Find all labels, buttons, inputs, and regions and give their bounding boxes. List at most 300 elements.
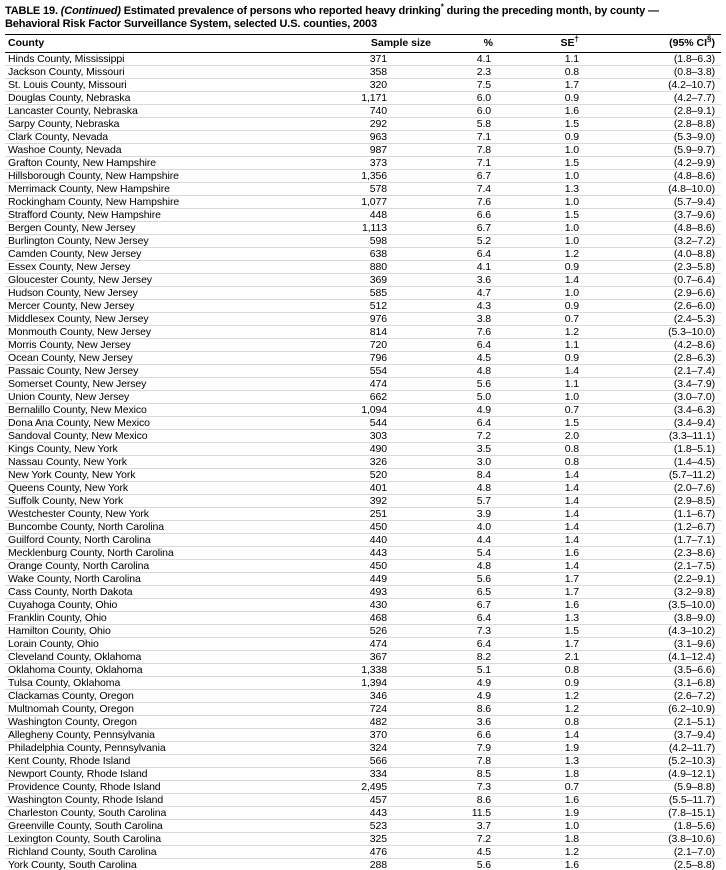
table-row: [5, 573, 721, 586]
column-header-percent: %: [431, 35, 493, 53]
table-row: [5, 248, 721, 261]
table-row: [5, 339, 721, 352]
county-cell: Charleston County, South Carolina: [5, 807, 326, 820]
sample-size-cell: 520: [326, 469, 431, 482]
ci-cell: (2.3–5.8): [581, 261, 721, 274]
county-cell: Merrimack County, New Hampshire: [5, 183, 326, 196]
county-cell: York County, South Carolina: [5, 859, 326, 870]
ci-cell: (5.7–9.4): [581, 196, 721, 209]
ci-cell: (2.6–7.2): [581, 690, 721, 703]
se-cell: 1.7: [493, 79, 581, 92]
se-cell: 1.3: [493, 755, 581, 768]
table-row: [5, 677, 721, 690]
percent-cell: 3.6: [431, 274, 493, 287]
se-cell: 1.1: [493, 378, 581, 391]
percent-cell: 3.5: [431, 443, 493, 456]
table-row: [5, 170, 721, 183]
percent-cell: 8.6: [431, 703, 493, 716]
table-row: [5, 469, 721, 482]
ci-cell: (3.5–6.6): [581, 664, 721, 677]
percent-cell: 6.7: [431, 222, 493, 235]
sample-size-cell: 814: [326, 326, 431, 339]
table-row: [5, 391, 721, 404]
county-cell: Lexington County, South Carolina: [5, 833, 326, 846]
ci-cell: (3.1–9.6): [581, 638, 721, 651]
se-cell: 1.2: [493, 846, 581, 859]
sample-size-cell: 457: [326, 794, 431, 807]
ci-cell: (5.9–8.8): [581, 781, 721, 794]
se-cell: 1.0: [493, 235, 581, 248]
ci-cell: (2.8–8.8): [581, 118, 721, 131]
table-row: [5, 105, 721, 118]
se-cell: 0.9: [493, 261, 581, 274]
county-cell: Morris County, New Jersey: [5, 339, 326, 352]
percent-cell: 6.6: [431, 729, 493, 742]
percent-cell: 7.2: [431, 833, 493, 846]
table-row: [5, 261, 721, 274]
county-cell: Passaic County, New Jersey: [5, 365, 326, 378]
percent-cell: 6.4: [431, 638, 493, 651]
table-row: [5, 521, 721, 534]
ci-cell: (2.0–7.6): [581, 482, 721, 495]
se-cell: 1.1: [493, 53, 581, 66]
ci-cell: (1.8–5.6): [581, 820, 721, 833]
ci-cell: (4.2–10.7): [581, 79, 721, 92]
county-cell: Mercer County, New Jersey: [5, 300, 326, 313]
county-cell: Richland County, South Carolina: [5, 846, 326, 859]
percent-cell: 7.8: [431, 755, 493, 768]
table-row: [5, 846, 721, 859]
sample-size-cell: 523: [326, 820, 431, 833]
table-row: [5, 833, 721, 846]
ci-cell: (1.4–4.5): [581, 456, 721, 469]
se-cell: 0.8: [493, 716, 581, 729]
county-cell: Union County, New Jersey: [5, 391, 326, 404]
ci-cell: (2.8–9.1): [581, 105, 721, 118]
se-cell: 0.9: [493, 677, 581, 690]
table-row: [5, 534, 721, 547]
percent-cell: 4.7: [431, 287, 493, 300]
sample-size-cell: 585: [326, 287, 431, 300]
sample-size-cell: 2,495: [326, 781, 431, 794]
county-cell: Sandoval County, New Mexico: [5, 430, 326, 443]
se-cell: 1.6: [493, 599, 581, 612]
table-row: [5, 612, 721, 625]
percent-cell: 8.6: [431, 794, 493, 807]
ci-cell: (1.7–7.1): [581, 534, 721, 547]
county-cell: Cuyahoga County, Ohio: [5, 599, 326, 612]
county-cell: Essex County, New Jersey: [5, 261, 326, 274]
table-row: [5, 209, 721, 222]
se-cell: 1.0: [493, 820, 581, 833]
sample-size-cell: 976: [326, 313, 431, 326]
percent-cell: 7.6: [431, 326, 493, 339]
county-cell: Hillsborough County, New Hampshire: [5, 170, 326, 183]
county-cell: Bernalillo County, New Mexico: [5, 404, 326, 417]
county-cell: Clark County, Nevada: [5, 131, 326, 144]
county-cell: Washington County, Rhode Island: [5, 794, 326, 807]
table-row: [5, 638, 721, 651]
county-cell: Tulsa County, Oklahoma: [5, 677, 326, 690]
county-cell: Lancaster County, Nebraska: [5, 105, 326, 118]
se-cell: 0.9: [493, 352, 581, 365]
se-cell: 1.0: [493, 144, 581, 157]
sample-size-cell: 450: [326, 521, 431, 534]
se-cell: 1.2: [493, 703, 581, 716]
sample-size-cell: 1,113: [326, 222, 431, 235]
ci-cell: (4.9–12.1): [581, 768, 721, 781]
sample-size-cell: 578: [326, 183, 431, 196]
county-cell: Gloucester County, New Jersey: [5, 274, 326, 287]
table-row: [5, 599, 721, 612]
percent-cell: 5.2: [431, 235, 493, 248]
sample-size-cell: 468: [326, 612, 431, 625]
sample-size-cell: 292: [326, 118, 431, 131]
county-cell: Oklahoma County, Oklahoma: [5, 664, 326, 677]
county-cell: Sarpy County, Nebraska: [5, 118, 326, 131]
county-cell: Mecklenburg County, North Carolina: [5, 547, 326, 560]
percent-cell: 4.8: [431, 482, 493, 495]
percent-cell: 3.7: [431, 820, 493, 833]
sample-size-cell: 880: [326, 261, 431, 274]
percent-cell: 7.3: [431, 625, 493, 638]
sample-size-cell: 334: [326, 768, 431, 781]
sample-size-cell: 720: [326, 339, 431, 352]
percent-cell: 6.7: [431, 170, 493, 183]
se-cell: 1.5: [493, 417, 581, 430]
se-cell: 0.9: [493, 300, 581, 313]
se-cell: 0.8: [493, 443, 581, 456]
se-cell: 1.6: [493, 859, 581, 870]
ci-cell: (5.3–9.0): [581, 131, 721, 144]
county-cell: Cleveland County, Oklahoma: [5, 651, 326, 664]
county-cell: Grafton County, New Hampshire: [5, 157, 326, 170]
column-header-sample-size: Sample size: [326, 35, 431, 53]
sample-size-cell: 449: [326, 573, 431, 586]
table-row: [5, 144, 721, 157]
sample-size-cell: 443: [326, 547, 431, 560]
sample-size-cell: 1,077: [326, 196, 431, 209]
sample-size-cell: 430: [326, 599, 431, 612]
sample-size-cell: 740: [326, 105, 431, 118]
sample-size-cell: 370: [326, 729, 431, 742]
ci-cell: (0.7–6.4): [581, 274, 721, 287]
se-cell: 1.6: [493, 547, 581, 560]
table-row: [5, 53, 721, 66]
county-cell: Strafford County, New Hampshire: [5, 209, 326, 222]
percent-cell: 3.8: [431, 313, 493, 326]
table-row: [5, 287, 721, 300]
sample-size-cell: 512: [326, 300, 431, 313]
county-cell: Queens County, New York: [5, 482, 326, 495]
percent-cell: 11.5: [431, 807, 493, 820]
table-row: [5, 742, 721, 755]
ci-cell: (3.7–9.4): [581, 729, 721, 742]
county-cell: Jackson County, Missouri: [5, 66, 326, 79]
ci-cell: (3.2–7.2): [581, 235, 721, 248]
se-cell: 2.0: [493, 430, 581, 443]
table-body: [5, 53, 721, 870]
se-cell: 1.4: [493, 274, 581, 287]
se-cell: 0.9: [493, 92, 581, 105]
county-cell: Hudson County, New Jersey: [5, 287, 326, 300]
se-cell: 0.9: [493, 131, 581, 144]
percent-cell: 3.6: [431, 716, 493, 729]
percent-cell: 4.9: [431, 690, 493, 703]
ci-cell: (3.2–9.8): [581, 586, 721, 599]
county-cell: Philadelphia County, Pennsylvania: [5, 742, 326, 755]
ci-cell: (2.1–5.1): [581, 716, 721, 729]
county-cell: St. Louis County, Missouri: [5, 79, 326, 92]
percent-cell: 6.4: [431, 248, 493, 261]
sample-size-cell: 1,171: [326, 92, 431, 105]
percent-cell: 7.1: [431, 131, 493, 144]
table-row: [5, 378, 721, 391]
se-cell: 1.4: [493, 508, 581, 521]
se-cell: 1.5: [493, 209, 581, 222]
table-row: [5, 482, 721, 495]
asterisk-footnote-marker: *: [440, 2, 444, 12]
se-cell: 2.1: [493, 651, 581, 664]
percent-cell: 7.4: [431, 183, 493, 196]
percent-cell: 5.0: [431, 391, 493, 404]
county-cell: Somerset County, New Jersey: [5, 378, 326, 391]
percent-cell: 5.6: [431, 378, 493, 391]
percent-cell: 6.4: [431, 417, 493, 430]
se-cell: 1.4: [493, 482, 581, 495]
sample-size-cell: 482: [326, 716, 431, 729]
percent-cell: 4.4: [431, 534, 493, 547]
county-cell: Kings County, New York: [5, 443, 326, 456]
ci-cell: (3.7–9.6): [581, 209, 721, 222]
se-cell: 0.7: [493, 781, 581, 794]
ci-cell: (1.2–6.7): [581, 521, 721, 534]
table-row: [5, 781, 721, 794]
ci-cell: (3.4–6.3): [581, 404, 721, 417]
county-cell: Burlington County, New Jersey: [5, 235, 326, 248]
sample-size-cell: 346: [326, 690, 431, 703]
table-row: [5, 716, 721, 729]
ci-cell: (4.1–12.4): [581, 651, 721, 664]
table-row: [5, 183, 721, 196]
ci-cell: (2.3–8.6): [581, 547, 721, 560]
sample-size-cell: 358: [326, 66, 431, 79]
percent-cell: 6.7: [431, 599, 493, 612]
percent-cell: 5.6: [431, 573, 493, 586]
percent-cell: 5.1: [431, 664, 493, 677]
sample-size-cell: 326: [326, 456, 431, 469]
table-row: [5, 807, 721, 820]
ci-cell: (2.6–6.0): [581, 300, 721, 313]
se-cell: 1.7: [493, 586, 581, 599]
sample-size-cell: 303: [326, 430, 431, 443]
table-row: [5, 352, 721, 365]
table-row: [5, 235, 721, 248]
se-cell: 1.2: [493, 690, 581, 703]
se-cell: 1.3: [493, 612, 581, 625]
ci-cell: (4.8–10.0): [581, 183, 721, 196]
ci-cell: (2.5–8.8): [581, 859, 721, 870]
county-cell: Allegheny County, Pennsylvania: [5, 729, 326, 742]
county-cell: Guilford County, North Carolina: [5, 534, 326, 547]
table-row: [5, 586, 721, 599]
percent-cell: 5.4: [431, 547, 493, 560]
percent-cell: 4.5: [431, 846, 493, 859]
ci-cell: (4.2–7.7): [581, 92, 721, 105]
county-cell: Franklin County, Ohio: [5, 612, 326, 625]
table-row: [5, 508, 721, 521]
table-row: [5, 66, 721, 79]
se-cell: 1.4: [493, 495, 581, 508]
ci-cell: (5.7–11.2): [581, 469, 721, 482]
percent-cell: 8.5: [431, 768, 493, 781]
table-row: [5, 729, 721, 742]
sample-size-cell: 448: [326, 209, 431, 222]
footnote-marker: §: [707, 34, 712, 44]
se-cell: 1.3: [493, 183, 581, 196]
se-cell: 1.9: [493, 807, 581, 820]
county-cell: Ocean County, New Jersey: [5, 352, 326, 365]
sample-size-cell: 544: [326, 417, 431, 430]
ci-cell: (5.9–9.7): [581, 144, 721, 157]
table-row: [5, 456, 721, 469]
ci-cell: (2.1–7.0): [581, 846, 721, 859]
ci-cell: (0.8–3.8): [581, 66, 721, 79]
table-row: [5, 859, 721, 870]
sample-size-cell: 490: [326, 443, 431, 456]
table-row: [5, 820, 721, 833]
percent-cell: 4.8: [431, 365, 493, 378]
table-row: [5, 547, 721, 560]
se-cell: 1.9: [493, 742, 581, 755]
se-cell: 1.2: [493, 326, 581, 339]
table-row: [5, 118, 721, 131]
ci-cell: (2.9–6.6): [581, 287, 721, 300]
se-cell: 1.1: [493, 339, 581, 352]
sample-size-cell: 476: [326, 846, 431, 859]
se-cell: 1.8: [493, 833, 581, 846]
se-cell: 0.8: [493, 664, 581, 677]
percent-cell: 6.0: [431, 105, 493, 118]
table-row: [5, 300, 721, 313]
ci-cell: (2.2–9.1): [581, 573, 721, 586]
county-cell: Douglas County, Nebraska: [5, 92, 326, 105]
county-cell: Kent County, Rhode Island: [5, 755, 326, 768]
table-row: [5, 404, 721, 417]
table-row: [5, 755, 721, 768]
table-row: [5, 274, 721, 287]
ci-cell: (4.8–8.6): [581, 170, 721, 183]
sample-size-cell: 324: [326, 742, 431, 755]
county-cell: Washoe County, Nevada: [5, 144, 326, 157]
table-label: TABLE 19.: [5, 5, 58, 17]
sample-size-cell: 325: [326, 833, 431, 846]
title-text-2: during the preceding month, by county —: [446, 5, 659, 17]
table-row: [5, 92, 721, 105]
sample-size-cell: 450: [326, 560, 431, 573]
ci-cell: (2.1–7.5): [581, 560, 721, 573]
sample-size-cell: 369: [326, 274, 431, 287]
percent-cell: 7.8: [431, 144, 493, 157]
table-row: [5, 794, 721, 807]
table-title: [5, 2, 721, 31]
county-cell: Dona Ana County, New Mexico: [5, 417, 326, 430]
ci-cell: (4.0–8.8): [581, 248, 721, 261]
table-row: [5, 664, 721, 677]
sample-size-cell: 371: [326, 53, 431, 66]
ci-cell: (3.1–6.8): [581, 677, 721, 690]
percent-cell: 5.6: [431, 859, 493, 870]
percent-cell: 8.4: [431, 469, 493, 482]
ci-cell: (2.9–8.5): [581, 495, 721, 508]
sample-size-cell: 443: [326, 807, 431, 820]
se-cell: 1.2: [493, 248, 581, 261]
county-cell: Camden County, New Jersey: [5, 248, 326, 261]
ci-cell: (4.2–9.9): [581, 157, 721, 170]
county-cell: Hamilton County, Ohio: [5, 625, 326, 638]
percent-cell: 4.1: [431, 53, 493, 66]
se-cell: 1.0: [493, 222, 581, 235]
county-cell: Providence County, Rhode Island: [5, 781, 326, 794]
table-header-row: [5, 35, 721, 53]
percent-cell: 7.5: [431, 79, 493, 92]
county-cell: Newport County, Rhode Island: [5, 768, 326, 781]
ci-cell: (3.0–7.0): [581, 391, 721, 404]
percent-cell: 6.0: [431, 92, 493, 105]
sample-size-cell: 474: [326, 638, 431, 651]
se-cell: 0.7: [493, 404, 581, 417]
sample-size-cell: 963: [326, 131, 431, 144]
ci-cell: (3.4–9.4): [581, 417, 721, 430]
percent-cell: 4.0: [431, 521, 493, 534]
county-cell: Washington County, Oregon: [5, 716, 326, 729]
sample-size-cell: 392: [326, 495, 431, 508]
se-cell: 1.8: [493, 768, 581, 781]
ci-cell: (7.8–15.1): [581, 807, 721, 820]
sample-size-cell: 724: [326, 703, 431, 716]
se-cell: 1.4: [493, 365, 581, 378]
sample-size-cell: 440: [326, 534, 431, 547]
sample-size-cell: 373: [326, 157, 431, 170]
continued-label: (Continued): [60, 5, 121, 17]
ci-cell: (6.2–10.9): [581, 703, 721, 716]
percent-cell: 4.5: [431, 352, 493, 365]
ci-cell: (3.8–10.6): [581, 833, 721, 846]
table-row: [5, 131, 721, 144]
table-row: [5, 365, 721, 378]
column-header-se: SE†: [493, 35, 581, 53]
se-cell: 0.7: [493, 313, 581, 326]
county-cell: Rockingham County, New Hampshire: [5, 196, 326, 209]
ci-cell: (3.4–7.9): [581, 378, 721, 391]
county-cell: Nassau County, New York: [5, 456, 326, 469]
table-row: [5, 157, 721, 170]
sample-size-cell: 554: [326, 365, 431, 378]
ci-cell: (2.1–7.4): [581, 365, 721, 378]
se-cell: 1.4: [493, 560, 581, 573]
county-cell: Buncombe County, North Carolina: [5, 521, 326, 534]
percent-cell: 8.2: [431, 651, 493, 664]
ci-cell: (4.8–8.6): [581, 222, 721, 235]
se-cell: 0.8: [493, 456, 581, 469]
sample-size-cell: 796: [326, 352, 431, 365]
se-cell: 1.0: [493, 170, 581, 183]
sample-size-cell: 1,338: [326, 664, 431, 677]
table-row: [5, 690, 721, 703]
percent-cell: 4.9: [431, 404, 493, 417]
sample-size-cell: 598: [326, 235, 431, 248]
sample-size-cell: 662: [326, 391, 431, 404]
